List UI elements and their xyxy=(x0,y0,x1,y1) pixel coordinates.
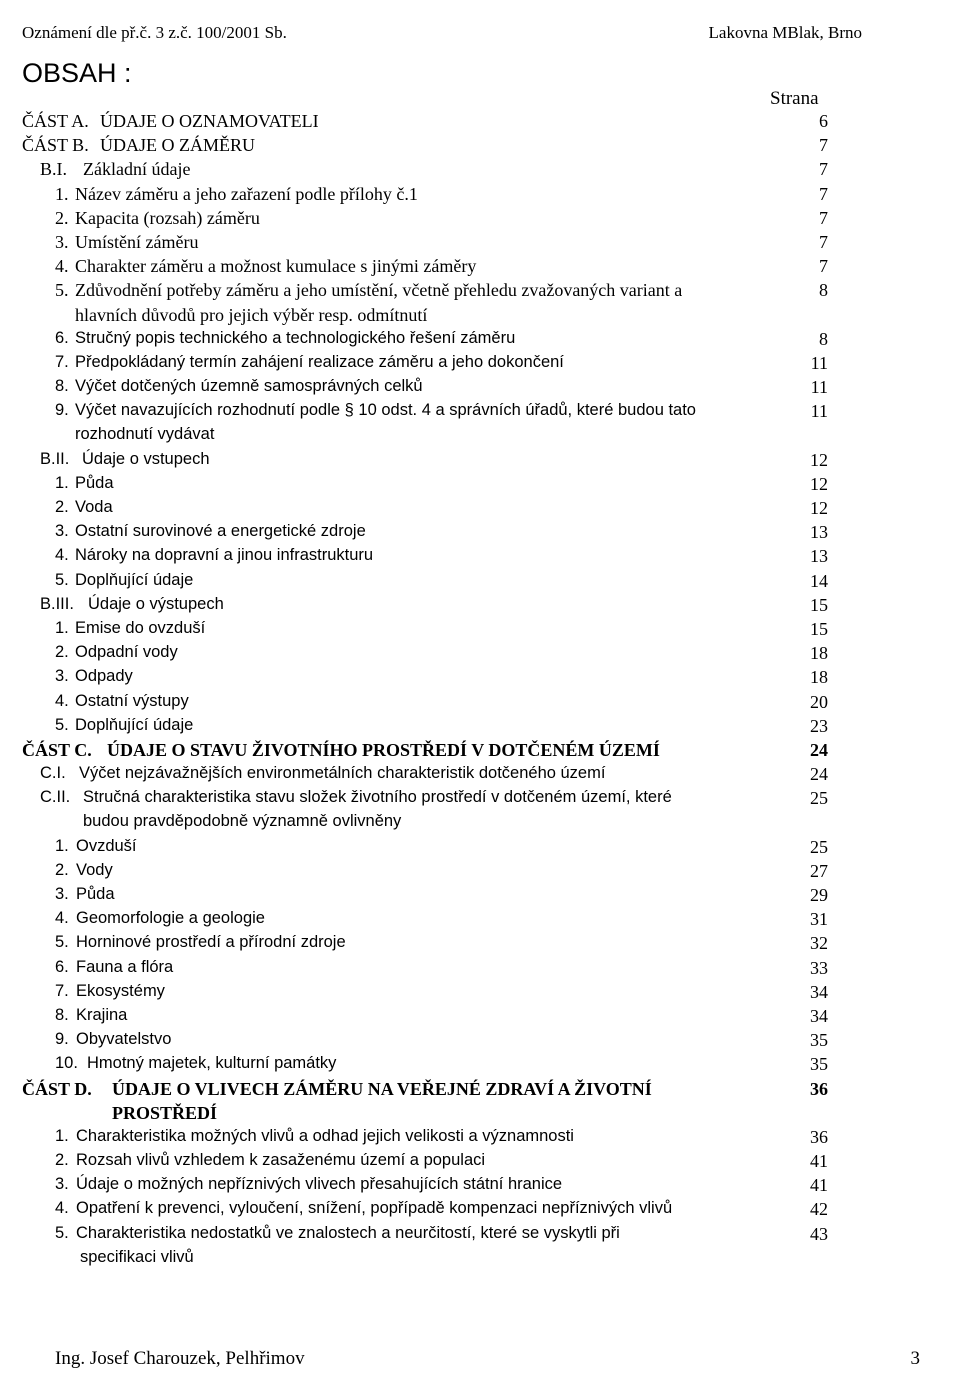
toc-entry-page: 7 xyxy=(819,207,828,228)
toc-entry-title: Opatření k prevenci, vyloučení, snížení, popřípadě kompenzaci nepříznivých vlivů xyxy=(76,1199,673,1218)
toc-entry-number: 8. xyxy=(55,1005,69,1024)
toc-entry-page: 36 xyxy=(810,1126,828,1147)
toc-entry-number: 6. xyxy=(55,328,69,347)
toc-entry-page: 12 xyxy=(810,449,828,470)
toc-entry-title: ÚDAJE O OZNAMOVATELI xyxy=(100,111,319,131)
toc-entry-number: 3. xyxy=(55,522,69,541)
toc-entry-title: Horninové prostředí a přírodní zdroje xyxy=(76,933,346,952)
toc-entry-number: 6. xyxy=(55,957,69,976)
toc-entry-page: 31 xyxy=(810,909,828,930)
toc-entry-page: 12 xyxy=(810,473,828,494)
strana-label: Strana xyxy=(770,88,819,109)
toc-entry-number: 3. xyxy=(55,1175,69,1194)
toc-entry-continuation xyxy=(0,1103,960,1127)
toc-entry-page: 7 xyxy=(819,183,828,204)
toc-entry-title: ÚDAJE O STAVU ŽIVOTNÍHO PROSTŘEDÍ V DOTČENÉM ÚZEMÍ xyxy=(107,739,660,760)
toc-entry-title: Ostatní výstupy xyxy=(75,691,189,710)
toc-entry-number: 3. xyxy=(55,231,69,252)
toc-entry-title: Vody xyxy=(76,860,113,879)
toc-entry-title: Kapacita (rozsah) záměru xyxy=(75,207,260,228)
toc-entry[interactable] xyxy=(0,571,960,595)
toc-entry-title: Charakteristika možných vlivů a odhad jejich velikosti a významnosti xyxy=(76,1126,574,1145)
toc-entry-title: Výčet navazujících rozhodnutí podle § 10 odst. 4 a správních úřadů, které budou tato xyxy=(75,401,696,420)
toc-entry[interactable] xyxy=(0,1006,960,1030)
toc-entry[interactable] xyxy=(0,909,960,933)
toc-entry-title: Fauna a flóra xyxy=(76,957,174,976)
toc-entry-page: 15 xyxy=(810,594,828,615)
header-right: Lakovna MBlak, Brno xyxy=(708,23,862,42)
toc-entry[interactable] xyxy=(0,982,960,1006)
toc-entry-page: 24 xyxy=(810,739,828,760)
toc-entry-title: Předpokládaný termín zahájení realizace záměru a jeho dokončení xyxy=(75,352,564,371)
toc-entry[interactable] xyxy=(0,667,960,691)
toc-entry-title: Krajina xyxy=(76,1005,128,1024)
toc-entry[interactable] xyxy=(0,933,960,957)
toc-entry-title-continued: PROSTŘEDÍ xyxy=(112,1102,218,1123)
toc-entry-number: ČÁST B. xyxy=(22,135,89,156)
toc-entry[interactable] xyxy=(0,474,960,498)
toc-entry-title: Základní údaje xyxy=(83,159,191,180)
toc-entry-page: 34 xyxy=(810,981,828,1002)
toc-entry-number: 5. xyxy=(55,933,69,952)
toc-entry[interactable] xyxy=(0,643,960,667)
toc-entry[interactable] xyxy=(0,522,960,546)
toc-entry-title: Obyvatelstvo xyxy=(76,1030,172,1049)
toc-entry[interactable] xyxy=(0,498,960,522)
table-of-contents xyxy=(0,111,960,1272)
toc-entry-number: 5. xyxy=(55,280,69,301)
toc-entry-title: Ovzduší xyxy=(76,836,137,855)
toc-entry-number: 5. xyxy=(55,715,69,734)
toc-entry[interactable] xyxy=(0,159,960,183)
toc-entry-title-continued: rozhodnutí vydávat xyxy=(75,425,215,444)
toc-entry-number: 4. xyxy=(55,691,69,710)
toc-entry-title: Údaje o výstupech xyxy=(88,594,224,613)
toc-entry-number: 1. xyxy=(55,1126,69,1145)
toc-entry-title-continued: budou pravděpodobně významně ovlivněny xyxy=(83,812,402,831)
toc-entry-page: 6 xyxy=(819,111,828,131)
toc-entry-title: Stručná charakteristika stavu složek životního prostředí v dotčeném území, které xyxy=(83,788,672,807)
toc-entry[interactable] xyxy=(0,595,960,619)
toc-entry-number: 2. xyxy=(55,207,69,228)
toc-entry-number: 7. xyxy=(55,981,69,1000)
footer-page-number: 3 xyxy=(910,1348,920,1369)
toc-entry-title: Stručný popis technického a technologického řešení záměru xyxy=(75,328,516,347)
toc-entry-title: Doplňující údaje xyxy=(75,715,194,734)
toc-entry-page: 42 xyxy=(810,1199,828,1220)
toc-entry[interactable] xyxy=(0,619,960,643)
toc-entry-page: 15 xyxy=(810,618,828,639)
toc-entry-number: 1. xyxy=(55,183,69,204)
toc-entry-number: 9. xyxy=(55,401,69,420)
toc-entry-number: 4. xyxy=(55,546,69,565)
toc-entry-number: 7. xyxy=(55,352,69,371)
toc-entry-number: B.I. xyxy=(40,159,67,180)
toc-entry-page: 8 xyxy=(819,328,828,349)
toc-entry[interactable] xyxy=(0,1175,960,1199)
page-title: OBSAH : xyxy=(22,58,132,88)
toc-entry-page: 14 xyxy=(810,570,828,591)
toc-entry-number: 2. xyxy=(55,643,69,662)
toc-entry[interactable] xyxy=(0,546,960,570)
toc-entry[interactable] xyxy=(0,1054,960,1078)
toc-entry-number: 2. xyxy=(55,498,69,516)
toc-entry-number: 4. xyxy=(55,909,69,928)
toc-entry-page: 34 xyxy=(810,1005,828,1026)
toc-entry-number: 2. xyxy=(55,860,69,879)
toc-entry-continuation xyxy=(0,812,960,836)
toc-entry[interactable] xyxy=(0,740,960,764)
toc-entry[interactable] xyxy=(0,280,960,304)
toc-entry-number: 3. xyxy=(55,885,69,903)
toc-entry-title: Charakteristika nedostatků ve znalostech a neurčitostí, které se vyskytli při xyxy=(76,1223,620,1242)
toc-entry-page: 13 xyxy=(810,522,828,543)
toc-entry-title: Umístění záměru xyxy=(75,231,199,252)
toc-entry-continuation xyxy=(0,1248,960,1272)
toc-entry[interactable] xyxy=(0,353,960,377)
toc-entry-title: Rozsah vlivů vzhledem k zasaženému území a populaci xyxy=(76,1151,486,1170)
toc-entry[interactable] xyxy=(0,861,960,885)
toc-entry-number: B.III. xyxy=(40,594,74,613)
toc-entry[interactable] xyxy=(0,111,960,135)
toc-entry-title: ÚDAJE O ZÁMĚRU xyxy=(100,135,255,156)
toc-entry-number: 1. xyxy=(55,618,69,637)
toc-entry-page: 13 xyxy=(810,546,828,567)
toc-entry-page: 11 xyxy=(810,352,828,373)
toc-entry-title: Odpadní vody xyxy=(75,643,178,662)
toc-entry-number: 10. xyxy=(55,1054,78,1073)
toc-entry-title: Charakter záměru a možnost kumulace s jinými záměry xyxy=(75,256,477,277)
toc-entry-title: Ekosystémy xyxy=(76,981,165,1000)
toc-entry-page: 41 xyxy=(810,1151,828,1172)
toc-entry-number: 1. xyxy=(55,836,69,855)
toc-entry-page: 11 xyxy=(810,377,828,398)
toc-entry-page: 12 xyxy=(810,498,828,518)
toc-entry[interactable] xyxy=(0,184,960,208)
toc-entry-page: 32 xyxy=(810,933,828,954)
toc-entry-title: Voda xyxy=(75,498,113,516)
toc-entry-continuation xyxy=(0,305,960,329)
toc-entry[interactable] xyxy=(0,401,960,425)
toc-entry[interactable] xyxy=(0,329,960,353)
toc-entry-number: ČÁST C. xyxy=(22,739,92,760)
toc-entry-page: 24 xyxy=(810,764,828,785)
toc-entry-title: Ostatní surovinové a energetické zdroje xyxy=(75,522,366,541)
toc-entry[interactable] xyxy=(0,764,960,788)
toc-entry[interactable] xyxy=(0,377,960,401)
toc-entry[interactable] xyxy=(0,692,960,716)
toc-entry-page: 8 xyxy=(819,280,828,301)
toc-entry[interactable] xyxy=(0,1199,960,1223)
toc-entry[interactable] xyxy=(0,788,960,812)
toc-entry-page: 7 xyxy=(819,159,828,180)
toc-entry-page: 33 xyxy=(810,957,828,978)
toc-entry-title: Půda xyxy=(75,473,114,492)
toc-entry-title: Název záměru a jeho zařazení podle přílohy č.1 xyxy=(75,183,418,204)
toc-entry-page: 7 xyxy=(819,231,828,252)
toc-entry-title: Zdůvodnění potřeby záměru a jeho umístění, včetně přehledu zvažovaných variant a xyxy=(75,280,683,301)
toc-entry-page: 11 xyxy=(810,401,828,422)
toc-entry-page: 20 xyxy=(810,691,828,712)
toc-entry-number: ČÁST A. xyxy=(22,111,89,131)
toc-entry-number: 4. xyxy=(55,256,69,277)
toc-entry-title: Údaje o vstupech xyxy=(82,449,210,468)
toc-entry[interactable] xyxy=(0,208,960,232)
toc-entry-number: 5. xyxy=(55,1223,69,1242)
toc-entry[interactable] xyxy=(0,256,960,280)
toc-entry-title-continued: hlavních důvodů pro jejich výběr resp. odmítnutí xyxy=(75,304,428,325)
toc-entry-number: 2. xyxy=(55,1151,69,1170)
toc-entry-page: 18 xyxy=(810,643,828,664)
toc-entry-page: 41 xyxy=(810,1175,828,1196)
toc-entry-page: 35 xyxy=(810,1054,828,1075)
toc-entry-page: 23 xyxy=(810,715,828,736)
toc-entry-number: 5. xyxy=(55,570,69,589)
toc-entry-title: Výčet dotčených územně samosprávných celků xyxy=(75,377,423,396)
toc-entry-title: Geomorfologie a geologie xyxy=(76,909,265,928)
toc-entry-page: 27 xyxy=(810,860,828,881)
toc-entry[interactable] xyxy=(0,135,960,159)
toc-entry-number: C.I. xyxy=(40,764,66,783)
header-left: Oznámení dle př.č. 3 z.č. 100/2001 Sb. xyxy=(22,23,287,42)
toc-entry[interactable] xyxy=(0,1151,960,1175)
toc-entry-number: 4. xyxy=(55,1199,69,1218)
toc-entry[interactable] xyxy=(0,450,960,474)
toc-entry-continuation xyxy=(0,425,960,449)
toc-entry-page: 18 xyxy=(810,667,828,688)
toc-entry-title: Doplňující údaje xyxy=(75,570,194,589)
toc-entry-page: 25 xyxy=(810,788,828,809)
toc-entry[interactable] xyxy=(0,1079,960,1103)
toc-entry[interactable] xyxy=(0,232,960,256)
toc-entry-number: C.II. xyxy=(40,788,71,807)
toc-entry[interactable] xyxy=(0,1030,960,1054)
toc-entry-number: 3. xyxy=(55,667,69,686)
toc-entry-title: Nároky na dopravní a jinou infrastrukturu xyxy=(75,546,374,565)
toc-entry-title: Údaje o možných nepříznivých vlivech přesahujících státní hranice xyxy=(76,1175,563,1194)
toc-entry-title: ÚDAJE O VLIVECH ZÁMĚRU NA VEŘEJNÉ ZDRAVÍ A ŽIVOTNÍ xyxy=(112,1078,652,1099)
toc-entry-title-continued: specifikaci vlivů xyxy=(80,1247,194,1266)
toc-entry-page: 7 xyxy=(819,256,828,277)
toc-entry[interactable] xyxy=(0,885,960,909)
footer-author: Ing. Josef Charouzek, Pelhřimov xyxy=(55,1348,305,1369)
toc-entry[interactable] xyxy=(0,837,960,861)
toc-entry[interactable] xyxy=(0,958,960,982)
toc-entry-page: 43 xyxy=(810,1223,828,1244)
toc-entry[interactable] xyxy=(0,1224,960,1248)
toc-entry-page: 25 xyxy=(810,836,828,857)
toc-entry[interactable] xyxy=(0,1127,960,1151)
toc-entry-title: Půda xyxy=(76,885,115,903)
toc-entry-page: 35 xyxy=(810,1030,828,1051)
toc-entry-title: Odpady xyxy=(75,667,133,686)
toc-entry-title: Výčet nejzávažnějších environmetálních charakteristik dotčeného území xyxy=(79,764,606,783)
toc-entry-page: 7 xyxy=(819,135,828,156)
toc-entry-number: 9. xyxy=(55,1030,69,1049)
toc-entry-number: 1. xyxy=(55,473,69,492)
toc-entry-title: Emise do ovzduší xyxy=(75,618,206,637)
toc-entry-page: 36 xyxy=(810,1078,828,1099)
toc-entry-title: Hmotný majetek, kulturní památky xyxy=(87,1054,337,1073)
toc-entry[interactable] xyxy=(0,716,960,740)
toc-entry-number: ČÁST D. xyxy=(22,1078,92,1099)
toc-entry-page: 29 xyxy=(810,885,828,905)
toc-entry-number: B.II. xyxy=(40,449,70,468)
toc-entry-number: 8. xyxy=(55,377,69,396)
